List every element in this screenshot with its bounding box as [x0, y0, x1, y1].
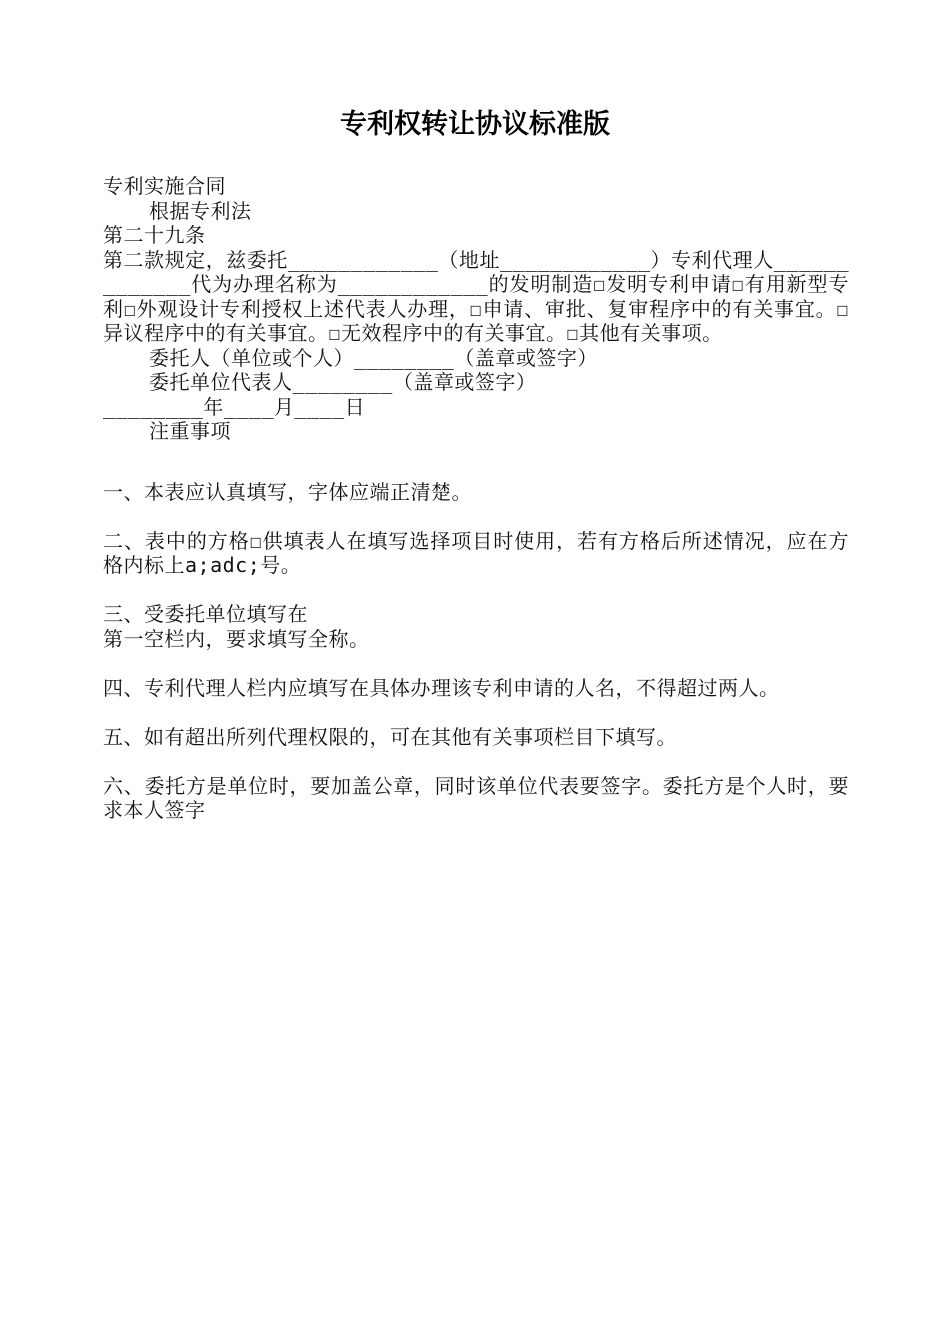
note-item: 一、本表应认真填写，字体应端正清楚。 — [103, 479, 472, 504]
delegation-paragraph: 第二款规定，兹委托____________（地址____________）专利代理人_____________代为办理名称为____________的发明制造☐发明专利申请☐有用新型专利☐外观设计专利授权上述代表人办理，☐申请、审批、复审程序中的有关事宜。☐异议程序中的有关事宜。☐无效程序中的有关事宜。☐其他有关事项。 — [103, 247, 849, 345]
notes-heading: 注重事项 — [149, 419, 231, 443]
note-item: 二、表中的方格☐供填表人在填写选择项目时使用，若有方格后所述情况，应在方格内标上a;adc;号。 — [103, 528, 849, 577]
document-body — [103, 174, 849, 823]
representative-signature-line: 委托单位代表人________（盖章或签字） — [149, 370, 537, 394]
note-item: 五、如有超出所列代理权限的，可在其他有关事项栏目下填写。 — [103, 724, 677, 749]
date-line: ________年____月____日 — [103, 394, 366, 419]
document-title: 专利权转让协议标准版 — [340, 109, 610, 140]
contract-heading: 专利实施合同 — [103, 174, 226, 198]
note-item: 四、专利代理人栏内应填写在具体办理该专利申请的人名，不得超过两人。 — [103, 675, 780, 700]
note-item: 六、委托方是单位时，要加盖公章，同时该单位代表要签字。委托方是个人时，要求本人签字 — [103, 773, 849, 822]
note-item: 三、受委托单位填写在 — [103, 602, 308, 626]
law-reference: 根据专利法 — [149, 198, 252, 223]
note-item-continued: 第一空栏内，要求填写全称。 — [103, 626, 370, 651]
article-reference: 第二十九条 — [103, 223, 206, 247]
principal-signature-line: 委托人（单位或个人）________（盖章或签字） — [149, 345, 598, 370]
